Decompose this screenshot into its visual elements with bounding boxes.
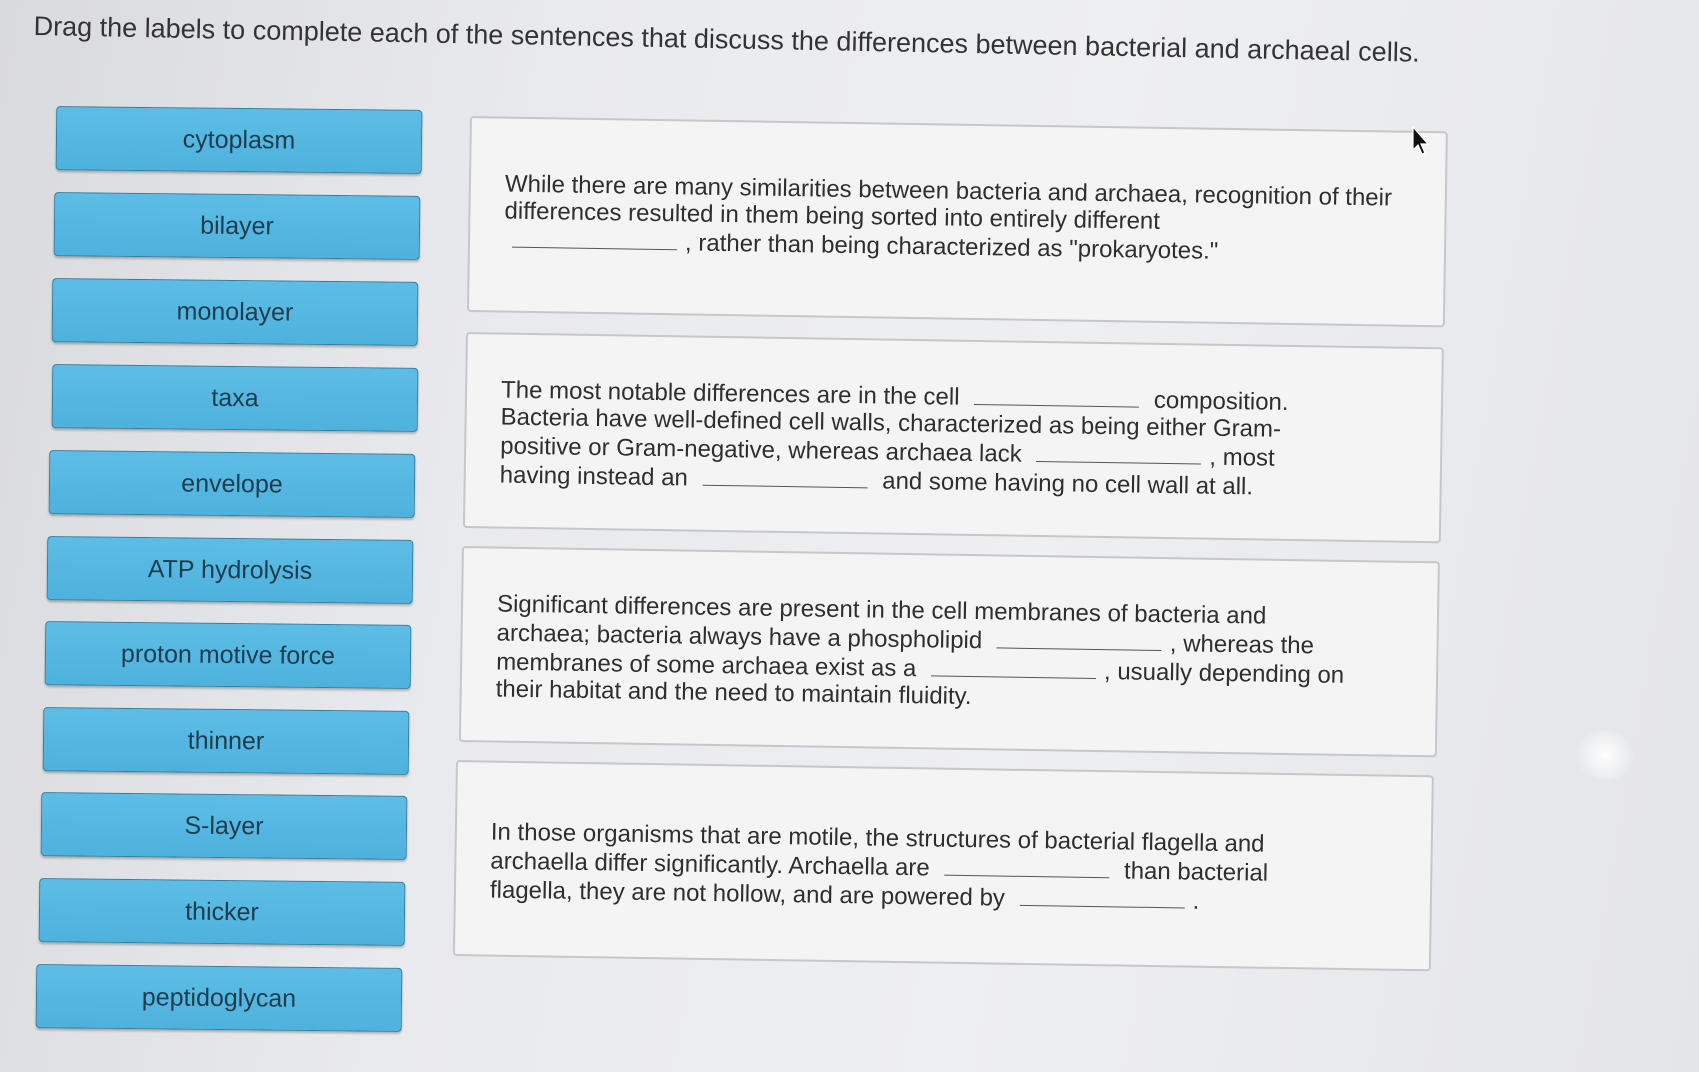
drag-label-cytoplasm[interactable]: cytoplasm [56, 106, 423, 174]
sentence-text-4: In those organisms that are motile, the structures of bacterial flagella and archaella differ significantly. Archaella are than bacterial flagella, they are not hollow, and are powered by . [489, 818, 1269, 915]
drag-label-envelope[interactable]: envelope [49, 450, 416, 518]
drop-blank-3a[interactable] [997, 625, 1162, 651]
drag-label-bilayer[interactable]: bilayer [54, 192, 421, 260]
mouse-pointer-icon [1412, 126, 1432, 156]
screen-glare [1575, 730, 1635, 780]
drop-blank-2c[interactable] [702, 463, 867, 489]
drag-label-peptidoglycan[interactable]: peptidoglycan [36, 964, 403, 1032]
drop-blank-4a[interactable] [944, 853, 1109, 879]
drag-label-proton-motive-force[interactable]: proton motive force [45, 621, 412, 689]
drag-label-monolayer[interactable]: monolayer [52, 278, 419, 346]
drag-label-taxa[interactable]: taxa [52, 364, 419, 432]
drop-blank-1a[interactable] [512, 225, 677, 251]
sentence-box-1 [467, 116, 1448, 327]
drag-label-thicker[interactable]: thicker [39, 878, 406, 946]
drop-blank-4b[interactable] [1019, 883, 1184, 909]
sentence-text-2: The most notable differences are in the cell composition. Bacteria have well-defined cell walls, characterized as being either Gram-positive or Gram-negative, whereas archaea lack , most having instead an and some having no cell wall at all. [499, 376, 1289, 501]
drag-label-atp-hydrolysis[interactable]: ATP hydrolysis [47, 536, 414, 604]
instructions-text: Drag the labels to complete each of the sentences that discuss the differences between bacterial and archaeal cells. [33, 10, 1421, 68]
sentence-box-2 [463, 332, 1444, 543]
drop-blank-2b[interactable] [1036, 439, 1201, 465]
drop-blank-2a[interactable] [974, 382, 1139, 408]
sentence-text-1: While there are many similarities between bacteria and archaea, recognition of their differences resulted in them being sorted into entirely different , rather than being characterized as "prokaryotes." [504, 170, 1393, 265]
drag-label-thinner[interactable]: thinner [43, 707, 410, 775]
sentence-box-3 [459, 546, 1440, 757]
sentence-text-3: Significant differences are present in the cell membranes of bacteria and archaea; bacteria always have a phospholipid , whereas the membranes of some archaea exist as a , usually depending on their habitat and the need to maintain fluidity. [495, 590, 1345, 711]
sentence-box-4 [453, 760, 1434, 971]
drop-blank-3b[interactable] [931, 653, 1096, 679]
drag-label-s-layer[interactable]: S-layer [41, 792, 408, 860]
